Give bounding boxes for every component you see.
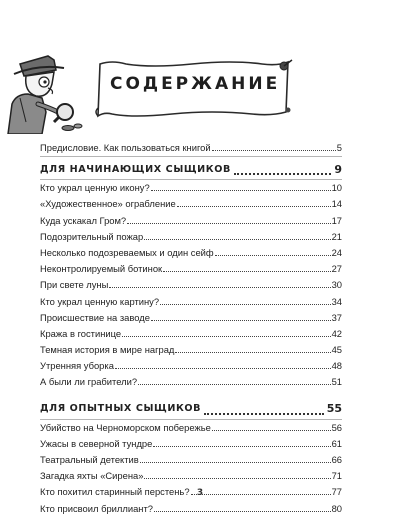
dot-leader [122, 327, 330, 337]
entry-title: Ужасы в северной тундре [40, 437, 153, 449]
toc-entry[interactable] [40, 180, 342, 196]
dot-leader [212, 421, 331, 431]
toc-entry[interactable] [40, 196, 342, 212]
section-page: 9 [334, 162, 342, 176]
dot-leader [234, 163, 331, 175]
entry-page: 17 [331, 214, 342, 226]
entry-title: Несколько подозреваемых и один сейф [40, 246, 214, 258]
entry-page: 5 [336, 142, 342, 153]
entry-page: 10 [331, 182, 342, 194]
toc-entry[interactable] [40, 342, 342, 358]
dot-leader [177, 197, 331, 207]
entry-title: Кто присвоил бриллиант? [40, 502, 153, 514]
entry-title: Кто украл ценную икону? [40, 182, 150, 194]
entry-title: Кража в гостинице [40, 327, 122, 339]
section-title: ДЛЯ ОПЫТНЫХ СЫЩИКОВ [40, 403, 202, 415]
entry-title: Кто похитил старинный перстень? [40, 486, 190, 498]
dot-leader [144, 230, 330, 240]
entry-title: Подозрительный пожар [40, 230, 144, 242]
dot-leader [115, 359, 331, 369]
dot-leader [215, 246, 331, 256]
dot-leader [160, 295, 331, 305]
dot-leader [144, 469, 330, 479]
entry-page: 61 [331, 437, 342, 449]
dot-leader [151, 181, 331, 191]
dot-leader [212, 141, 336, 151]
toc-entry[interactable] [40, 452, 342, 468]
toc-entry[interactable] [40, 245, 342, 261]
toc-entry[interactable] [40, 310, 342, 326]
page-title: СОДЕРЖАНИЕ [110, 74, 281, 94]
entry-page: 45 [331, 344, 342, 356]
toc-entry[interactable] [40, 277, 342, 293]
entry-page: 71 [331, 470, 342, 482]
dot-leader [151, 311, 331, 321]
entry-page: 24 [331, 246, 342, 258]
entry-title: Предисловие. Как пользоваться книгой [40, 142, 211, 153]
entry-page: 66 [331, 454, 342, 465]
entry-page: 37 [331, 311, 342, 323]
toc-entry[interactable] [40, 374, 342, 390]
toc-entry[interactable] [40, 213, 342, 229]
entry-page: 34 [331, 295, 342, 307]
entry-page: 42 [331, 327, 342, 339]
dot-leader [153, 437, 330, 447]
dot-leader [138, 375, 331, 385]
toc-entry[interactable] [40, 501, 342, 517]
entry-page: 77 [331, 486, 342, 498]
table-of-contents [40, 140, 342, 517]
page-number: 3 [196, 488, 204, 498]
entry-title: Неконтролируемый ботинок [40, 263, 163, 275]
toc-entry[interactable] [40, 326, 342, 342]
dot-leader [175, 343, 330, 353]
entry-title: Происшествие на заводе [40, 311, 150, 323]
entry-page: 21 [331, 230, 342, 242]
section-heading-beginners[interactable] [40, 159, 342, 180]
entry-page: 51 [331, 376, 342, 388]
entry-title: Убийство на Черноморском побережье [40, 421, 211, 433]
dot-leader [204, 403, 324, 415]
entry-title: Утренняя уборка [40, 360, 114, 372]
entry-title: А были ли грабители? [40, 376, 138, 388]
entry-page: 14 [331, 198, 342, 210]
toc-entry[interactable] [40, 436, 342, 452]
toc-entry-preface[interactable] [40, 140, 342, 157]
entry-title: При свете луны [40, 279, 109, 291]
dot-leader [127, 214, 330, 224]
toc-entry[interactable] [40, 358, 342, 374]
toc-entry[interactable] [40, 261, 342, 277]
entry-title: Кто украл ценную картину? [40, 295, 160, 307]
entry-title: Театральный детектив [40, 454, 139, 465]
dot-leader [163, 262, 330, 272]
entry-title: Загадка яхты «Сирена» [40, 470, 144, 482]
entry-page: 48 [331, 360, 342, 372]
entry-page: 80 [331, 502, 342, 514]
section-title: ДЛЯ НАЧИНАЮЩИХ СЫЩИКОВ [40, 163, 231, 175]
section-heading-experienced[interactable] [40, 399, 342, 420]
entry-page: 56 [331, 421, 342, 433]
toc-entry[interactable] [40, 420, 342, 436]
dot-leader [109, 278, 330, 288]
toc-entry[interactable] [40, 229, 342, 245]
dot-leader [154, 502, 331, 512]
section-page: 55 [326, 402, 342, 416]
entry-title: Темная история в мире наград [40, 344, 175, 356]
entry-title: Куда ускакал Гром? [40, 214, 127, 226]
detective-illustration [2, 42, 84, 134]
entry-title: «Художественное» ограбление [40, 198, 176, 210]
entry-page: 30 [331, 279, 342, 291]
dot-leader [140, 453, 331, 463]
entry-page: 27 [331, 263, 342, 275]
toc-entry[interactable] [40, 294, 342, 310]
toc-entry[interactable] [40, 468, 342, 484]
